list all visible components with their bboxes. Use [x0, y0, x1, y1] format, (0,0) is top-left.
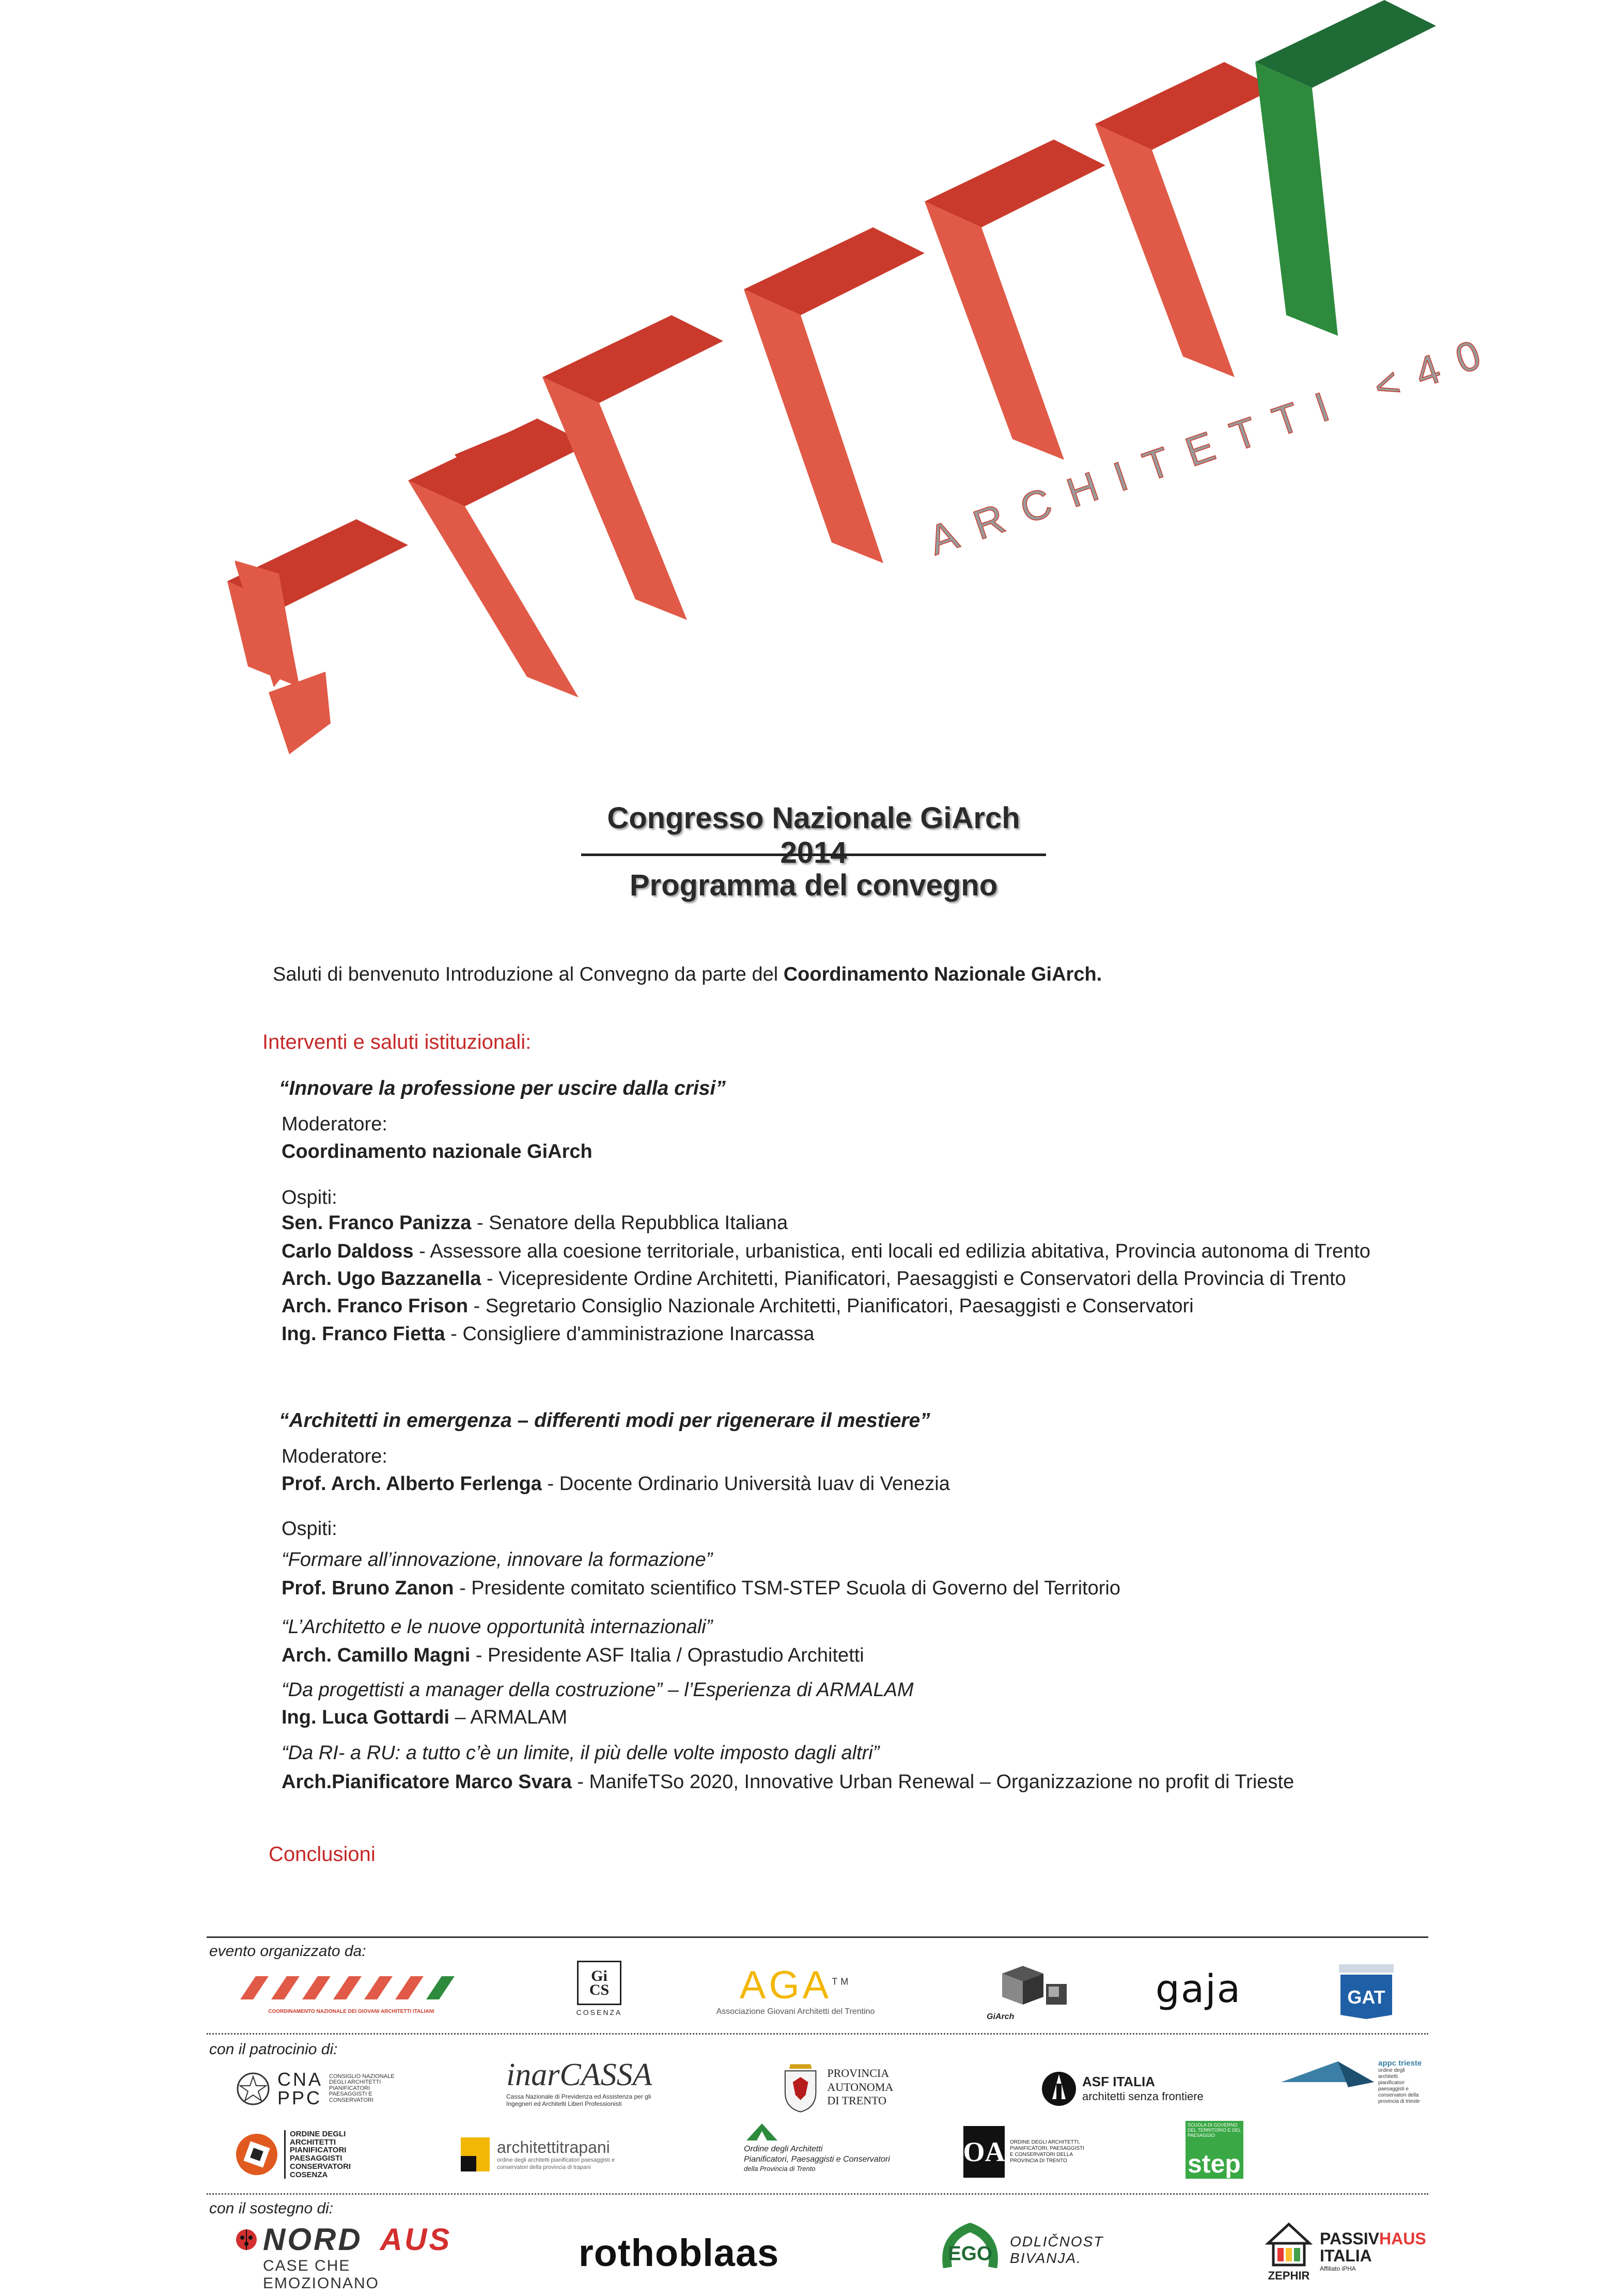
speaker-name: Arch.Pianificatore Marco Svara [282, 1771, 572, 1793]
patronage-label: con il patrocinio di: [209, 2041, 338, 2058]
intro-bold: Coordinamento Nazionale GiArch. [783, 964, 1102, 985]
guest-role: - Segretario Consiglio Nazionale Architetti, Pianificatori, Paesaggisti e Conservatori [468, 1295, 1194, 1317]
appc-trieste-logo [1281, 2059, 1428, 2121]
guest-line [282, 1269, 1346, 1289]
mini-stair [271, 1976, 300, 1999]
guest-role: - Assessore alla coesione territoriale, urbanistica, enti locali ed edilizia abitativa, Provincia autonoma di Trento [413, 1240, 1370, 1262]
inarcassa-mark: inarCASSA [506, 2057, 652, 2092]
aus-mark: AUS [380, 2222, 452, 2257]
intro-line [273, 964, 1102, 986]
ego-logo [938, 2216, 1175, 2284]
stair-riser [542, 377, 687, 620]
footer-divider-1 [207, 2033, 1428, 2035]
cosenza-seal-icon [235, 2133, 279, 2177]
passiv-mark: PASSIV [1320, 2229, 1379, 2248]
mini-stair [240, 1976, 269, 1999]
asf-text: architetti senza frontiere [1082, 2090, 1204, 2103]
italia-mark: ITALIA [1320, 2246, 1372, 2265]
sub-talk-quote: “Da RI- a RU: a tutto c’è un limite, il più delle volte imposto dagli altri” [282, 1742, 880, 1764]
ego-tag: ODLIČNOST BIVANJA. [1010, 2233, 1104, 2266]
guest-name: Arch. Ugo Bazzanella [282, 1268, 481, 1290]
oa-mark: OA [963, 2126, 1005, 2178]
moderator-line-2 [282, 1474, 950, 1494]
talk-title-2: “Architetti in emergenza – differenti modi per rigenerare il mestiere” [279, 1409, 930, 1432]
speaker-line [282, 1578, 1120, 1598]
nord-aus-tag: CASE CHE EMOZIONANO [263, 2257, 380, 2292]
footer-top-rule [207, 1936, 1428, 1938]
sub-talk-quote: “Da progettisti a manager della costruzione” – l’Esperienza di ARMALAM [282, 1679, 914, 1701]
speaker-role: - Presidente ASF Italia / Oprastudio Architetti [470, 1645, 864, 1666]
giarch-small-logo [987, 1963, 1074, 2023]
mini-stair [302, 1976, 331, 1999]
stair-riser [925, 201, 1064, 460]
trento-mountain-icon [744, 2121, 780, 2142]
moderator-name-1: Coordinamento nazionale GiArch [282, 1141, 592, 1162]
emblem-icon [235, 2068, 271, 2109]
cnappc-letters-1: CNA [277, 2068, 323, 2090]
asf-mark: ASF ITALIA [1082, 2074, 1156, 2089]
gi-cs-city: COSENZA [576, 2008, 622, 2016]
moderator-label-2: Moderatore: [282, 1446, 387, 1467]
rothoblaas-logo: rothoblaas [579, 2231, 779, 2274]
intro-text: Saluti di benvenuto Introduzione al Convegno da parte del [273, 964, 784, 985]
zephir-tag: ZEPHIR [1268, 2269, 1310, 2282]
ladybug-icon [235, 2228, 258, 2251]
ego-circle-icon [938, 2216, 1003, 2284]
moderator-label-1: Moderatore: [282, 1113, 387, 1135]
speaker-line [282, 1708, 567, 1727]
ordine-trento-title: Ordine degli Architetti [744, 2145, 823, 2153]
speaker-name: Ing. Luca Gottardi [282, 1707, 450, 1728]
gi-cs-logo [573, 1961, 625, 2023]
guest-line [282, 1242, 1370, 1261]
mini-stair [333, 1976, 362, 1999]
gat-text: GAT [1347, 1987, 1385, 2008]
oa-logo [963, 2121, 1113, 2183]
guest-line [282, 1213, 788, 1233]
asf-italia-logo [1041, 2064, 1227, 2113]
speaker-role: - Presidente comitato scientifico TSM-STEP Scuola di Governo del Territorio [454, 1577, 1120, 1599]
giarch-logo [235, 1968, 467, 2015]
gat-shield-icon [1338, 1963, 1395, 2020]
zephir-sub: Affiliato iPHA [1320, 2265, 1356, 2273]
nord-aus-logo [235, 2222, 452, 2292]
aga-logo [687, 1963, 904, 2023]
giarch-small-text: GiArch [987, 2012, 1015, 2021]
speaker-line [282, 1772, 1294, 1792]
ordine-cosenza-text: ORDINE DEGLI ARCHITETTI PIANIFICATORI PAESAGGISTI CONSERVATORI COSENZA [284, 2130, 378, 2179]
gi-cs-top: Gi [591, 1967, 607, 1984]
mini-stair [426, 1976, 455, 1999]
house-icon [1263, 2220, 1315, 2267]
guest-role: - Vicepresidente Ordine Architetti, Pianificatori, Paesaggisti e Conservatori della Provincia di Trento [481, 1268, 1346, 1290]
stair-riser [1095, 124, 1235, 377]
inarcassa-text: Cassa Nazionale di Previdenza ed Assistenza per gli Ingegneri ed Architetti Liberi Professionisti [506, 2093, 651, 2108]
trento-line-2: DI TRENTO [827, 2094, 887, 2107]
nord-mark: NORD [263, 2222, 363, 2257]
asf-figure-icon [1041, 2068, 1077, 2109]
inarcassa-logo [506, 2059, 682, 2116]
guest-line [282, 1324, 814, 1344]
hero-brand-text: ARCHITETTI <40 [923, 324, 1505, 564]
moderator-role-2: - Docente Ordinario Università Iuav di Venezia [541, 1473, 950, 1495]
ordine-trento-logo [744, 2121, 919, 2183]
step-text: SCUOLA DI GOVERNO DEL TERRITORIO E DEL PAESAGGIO [1188, 2122, 1241, 2138]
trento-crest-icon [780, 2061, 821, 2113]
guest-line [282, 1296, 1194, 1316]
trapani-square-icon [460, 2136, 491, 2173]
sub-talk-quote: “Formare all’innovazione, innovare la formazione” [282, 1549, 713, 1571]
gat-logo [1338, 1963, 1395, 2020]
speaker-name: Prof. Bruno Zanon [282, 1577, 454, 1599]
cnappc-text: CONSIGLIO NAZIONALE DEGLI ARCHITETTI PIANIFICATORI PAESAGGISTI E CONSERVATORI [329, 2073, 395, 2103]
organized-by-label: evento organizzato da: [209, 1943, 366, 1960]
guest-name: Ing. Franco Fietta [282, 1323, 445, 1345]
speaker-role: – ARMALAM [449, 1707, 568, 1728]
ego-mark: EGO [947, 2242, 993, 2265]
gaja-logo: gaja [1155, 1967, 1242, 2011]
aga-tm: TM [832, 1976, 852, 1987]
aga-mark: AGA [739, 1963, 832, 2007]
stair-riser [744, 289, 883, 563]
guests-label-2: Ospiti: [282, 1518, 337, 1540]
trento-line-1: PROVINCIA AUTONOMA [827, 2067, 894, 2093]
page-subtitle: Programma del convegno [629, 868, 998, 902]
aga-text: Associazione Giovani Architetti del Trentino [716, 2007, 875, 2016]
oa-text: ORDINE DEGLI ARCHITETTI, PIANIFICATORI, PAESAGGISTI E CONSERVATORI DELLA PROVINCIA DI TRENTO [1010, 2139, 1084, 2164]
footer-divider-2 [207, 2193, 1428, 2195]
step-logo [1186, 2121, 1247, 2183]
appc-text: ordine degli architetti pianificatori paesaggisti e conservatori della provincia di trieste [1378, 2068, 1420, 2104]
cnappc-logo [235, 2064, 411, 2113]
trapani-mark: architettitrapani [497, 2138, 610, 2157]
giarch-logo-tag: COORDINAMENTO NAZIONALE DEI GIOVANI ARCHITETTI ITALIANI [268, 2009, 434, 2014]
provincia-trento-logo [780, 2059, 956, 2116]
support-label: con il sostegno di: [209, 2200, 334, 2217]
page-title: Congresso Nazionale GiArch 2014 [607, 801, 1020, 870]
zephir-passivhaus-logo [1263, 2214, 1428, 2289]
speaker-name: Arch. Camillo Magni [282, 1645, 471, 1666]
guest-name: Sen. Franco Panizza [282, 1212, 472, 1234]
stair-fragment [269, 672, 331, 754]
speaker-line [282, 1646, 864, 1665]
talk-title-1: “Innovare la professione per uscire dalla crisi” [279, 1077, 726, 1099]
ordine-cosenza-logo [235, 2126, 385, 2183]
cnappc-letters-2: PPC [277, 2087, 322, 2108]
gi-cs-bottom: CS [589, 1981, 610, 1998]
cubes-icon [987, 1963, 1074, 2010]
guest-name: Carlo Daldoss [282, 1240, 414, 1262]
appc-triangle-icon [1281, 2059, 1374, 2090]
hero-logo-graphic [0, 0, 1622, 775]
guests-label-1: Ospiti: [282, 1187, 337, 1208]
sub-talk-quote: “L’Architetto e le nuove opportunità internazionali” [282, 1616, 713, 1638]
mini-stair [395, 1976, 424, 1999]
trapani-text: ordine degli architetti pianificatori paesaggisti e conservatori della provincia di trapani [497, 2157, 615, 2170]
title-divider [581, 854, 1046, 856]
section-heading-institutional: Interventi e saluti istituzionali: [262, 1031, 532, 1053]
stair-riser [408, 480, 579, 697]
architetti-trapani-logo [460, 2129, 646, 2180]
appc-mark: appc trieste [1378, 2059, 1422, 2068]
stair-riser [1255, 62, 1338, 336]
step-mark: step [1188, 2149, 1241, 2178]
speaker-role: - ManifeTSo 2020, Innovative Urban Renewal – Organizzazione no profit di Trieste [571, 1771, 1295, 1793]
guest-role: - Senatore della Repubblica Italiana [471, 1212, 788, 1234]
guest-role: - Consigliere d'amministrazione Inarcassa [445, 1323, 815, 1345]
moderator-name-2: Prof. Arch. Alberto Ferlenga [282, 1473, 542, 1495]
guest-name: Arch. Franco Frison [282, 1295, 469, 1317]
ordine-trento-line-1: Pianificatori, Paesaggisti e Conservatori [744, 2155, 890, 2164]
haus-mark: HAUS [1379, 2229, 1426, 2248]
section-heading-conclusions: Conclusioni [269, 1843, 376, 1866]
ordine-trento-line-2: della Provincia di Trento [744, 2165, 816, 2173]
mini-stair [364, 1976, 393, 1999]
